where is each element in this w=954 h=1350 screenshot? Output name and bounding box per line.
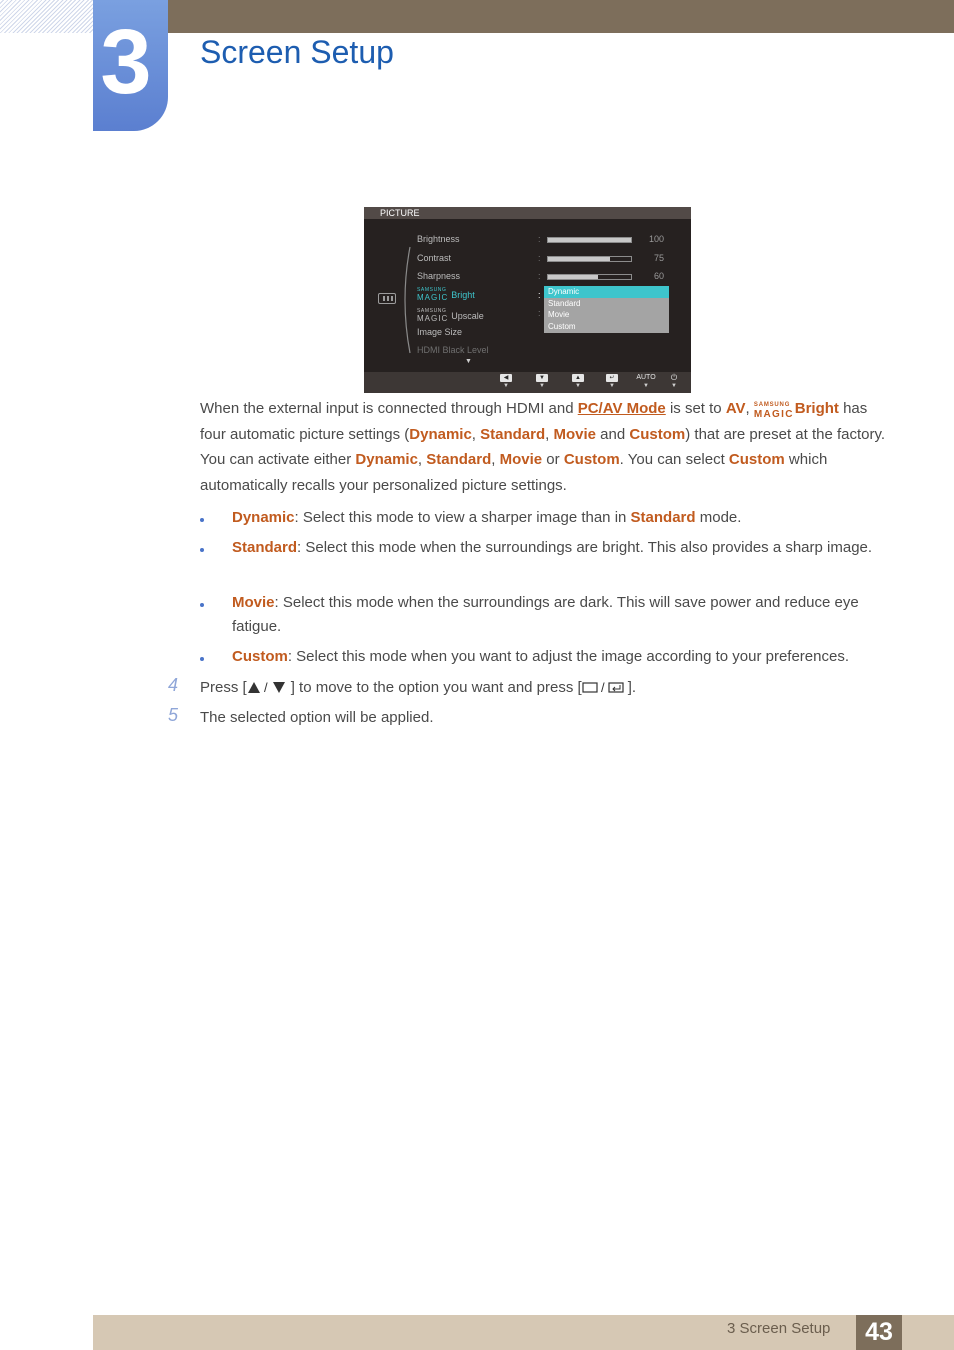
step-number-4: 4	[168, 675, 179, 695]
bullet-custom: Custom: Select this mode when you want to adjust the image according to your preferences.	[232, 648, 849, 665]
dropdown-option-movie[interactable]: Movie	[548, 310, 570, 319]
osd-picture-menu: PICTURE Brightness : 100 Contrast : 75 Sharpness : 60 SAMSUNG MAGIC Bright : SAMSUNG MAGIC Upscale : Image Size HDMI Black Level ▼ Dynamic Standard Movie Custom ◀ ▼ ▼ ▼ ▲ ▼ ↵ ▼ AUTO ▼ ⏻ ▼	[364, 207, 691, 393]
osd-item-image-size[interactable]: Image Size	[417, 327, 463, 337]
power-icon: ⏻	[670, 373, 678, 382]
magic-bright-dropdown[interactable]	[544, 286, 669, 333]
enter-icon: ↵	[606, 374, 618, 382]
bullet-dot	[200, 657, 204, 661]
samsung-magic-logo: SAMSUNG MAGIC	[417, 308, 449, 323]
header-hatch-decoration	[0, 0, 93, 33]
intro-paragraph: When the external input is connected through HDMI and PC/AV Mode is set to AV, SAMSUNG MAGIC Bright has four automatic picture settings (Dynamic, Standard, Movie and Custom) that are preset at the factory. You can activate either Dynamic, Standard, Movie or Custom. You can select Custom which automatically recalls your personalized picture settings.	[200, 400, 886, 494]
picture-menu-icon	[378, 293, 396, 304]
contrast-bar-fill	[548, 257, 610, 261]
bullet-dot	[200, 548, 204, 552]
contrast-value: 75	[653, 253, 664, 263]
bullet-dot	[200, 603, 204, 607]
osd-item-contrast[interactable]: Contrast	[417, 253, 452, 263]
step-4-text: Press [ / ] to move to the option you want and press [ / ].	[200, 679, 637, 696]
up-down-arrow-icon	[247, 680, 291, 694]
sharpness-value: 60	[653, 271, 664, 281]
osd-item-hdmi-black-level: HDMI Black Level	[417, 345, 489, 355]
left-arrow-icon: ◀	[500, 374, 512, 382]
scroll-down-icon: ▼	[465, 358, 472, 365]
chapter-title: Screen Setup	[200, 34, 394, 70]
bullet-movie: Movie: Select this mode when the surroundings are dark. This will save power and reduce eye fatigue.	[232, 594, 859, 635]
osd-item-sharpness[interactable]: Sharpness	[417, 271, 461, 281]
osd-item-brightness[interactable]: Brightness	[417, 234, 460, 244]
page-number: 43	[856, 1315, 902, 1350]
bullet-dynamic: Dynamic: Select this mode to view a sharper image than in Standard mode.	[232, 509, 742, 526]
footer-chapter-label: 3 Screen Setup	[727, 1320, 831, 1337]
header-bar	[168, 0, 954, 33]
contrast-bar	[547, 256, 632, 262]
samsung-magic-logo: SAMSUNG MAGIC	[417, 287, 449, 302]
svg-text:/: /	[263, 680, 268, 694]
menu-curve-decoration	[400, 245, 412, 355]
step-5-text: The selected option will be applied.	[200, 709, 434, 726]
enter-button[interactable]: ↵ ▼	[605, 374, 619, 392]
sharpness-bar-fill	[548, 275, 598, 279]
power-button[interactable]: ⏻ ▼	[667, 374, 681, 392]
bullet-dot	[200, 518, 204, 522]
dropdown-option-dynamic[interactable]: Dynamic	[544, 286, 669, 298]
auto-button[interactable]: AUTO ▼	[636, 374, 656, 389]
osd-item-magic-bright[interactable]: SAMSUNG MAGIC Bright	[417, 287, 475, 302]
svg-text:/: /	[600, 680, 605, 694]
brightness-value: 100	[648, 234, 664, 244]
brightness-bar	[547, 237, 632, 243]
chapter-number: 3	[100, 11, 152, 113]
brightness-bar-fill	[548, 238, 631, 242]
dropdown-option-custom[interactable]: Custom	[548, 321, 576, 331]
magic-bright-term: SAMSUNG MAGIC Bright	[753, 400, 839, 420]
up-arrow-icon: ▲	[572, 374, 584, 382]
pc-av-mode-link[interactable]: PC/AV Mode	[577, 400, 666, 417]
down-button[interactable]: ▼ ▼	[535, 374, 549, 392]
sharpness-bar	[547, 274, 632, 280]
left-button[interactable]: ◀ ▼	[499, 374, 513, 392]
up-button[interactable]: ▲ ▼	[571, 374, 585, 392]
dropdown-option-standard[interactable]: Standard	[548, 298, 581, 308]
bullet-standard: Standard: Select this mode when the surroundings are bright. This also provides a sharp image.	[232, 539, 873, 556]
osd-title: PICTURE	[364, 207, 691, 219]
step-number-5: 5	[168, 705, 179, 725]
menu-enter-icon	[582, 680, 628, 694]
osd-item-magic-upscale[interactable]: SAMSUNG MAGIC Upscale	[417, 308, 484, 323]
down-arrow-icon: ▼	[536, 374, 548, 382]
